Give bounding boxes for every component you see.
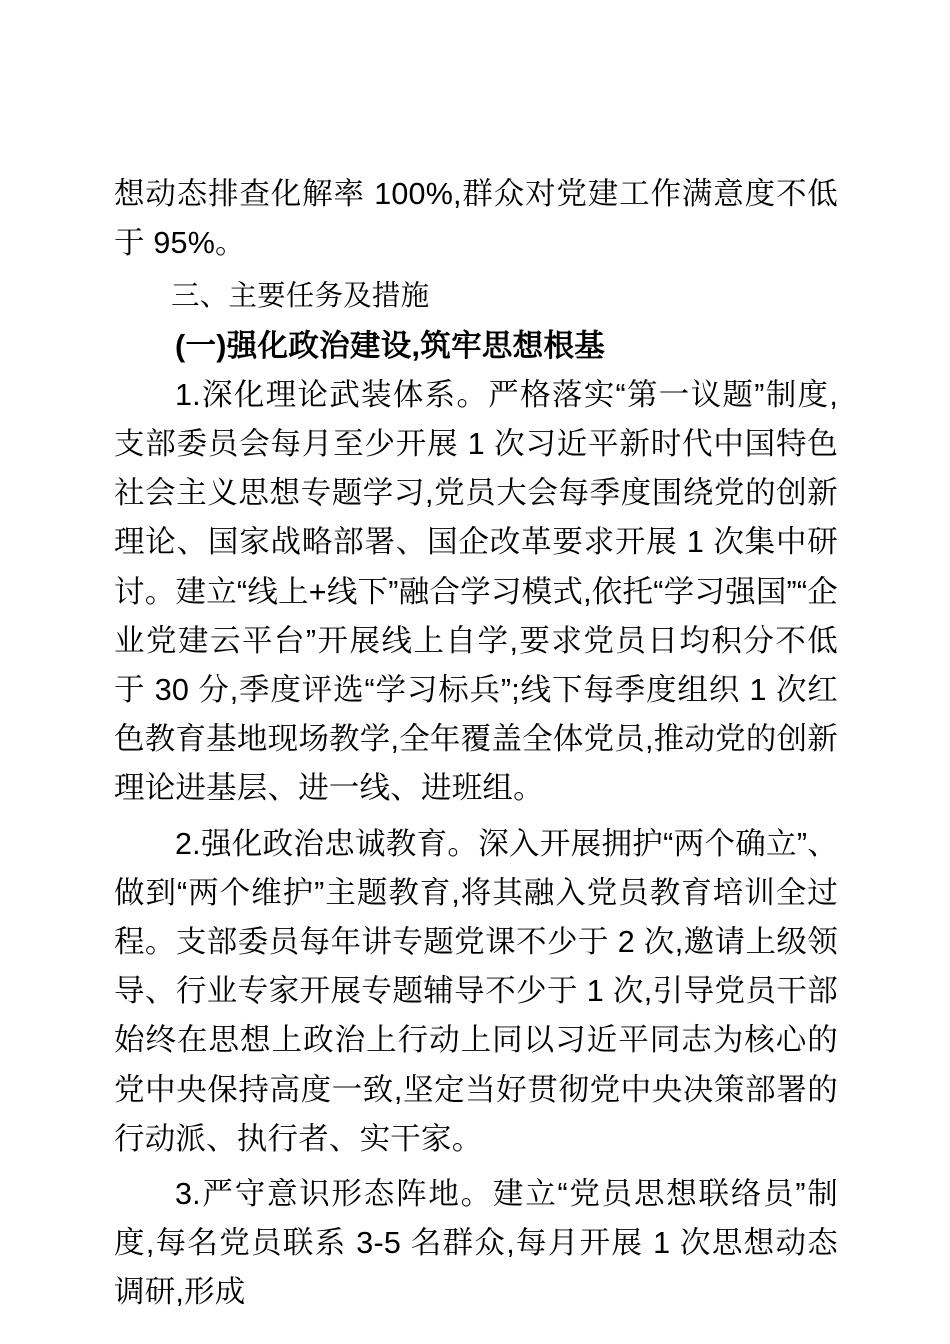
- numbered-item-3: 3.严守意识形态阵地。建立“党员思想联络员”制度,每名党员联系 3-5 名群众,每月开展 1 次思想动态调研,形成: [114, 1177, 838, 1310]
- numbered-item-1: 1.深化理论武装体系。严格落实“第一议题”制度,支部委员会每月至少开展 1 次习近平新时代中国特色社会主义思想专题学习,党员大会每季度围绕党的创新理论、国家战略部署、国企改革要求开展 1 次集中研讨。建立“线上+线下”融合学习模式,依托“学习强国”“企业党建云平台”开展线上自学,要求党员日均积分不低于 30 分,季度评选“学习标兵”;线下每季度组织 1 次红色教育基地现场教学,全年覆盖全体党员,推动党的创新理论进基层、进一线、进班组。: [114, 377, 838, 806]
- subsection-heading-one: (一)强化政治建设,筑牢思想根基: [175, 328, 606, 363]
- numbered-item-2: 2.强化政治忠诚教育。深入开展拥护“两个确立”、做到“两个维护”主题教育,将其融入党员教育培训全过程。支部委员每年讲专题党课不少于 2 次,邀请上级领导、行业专家开展专题辅导不少于 1 次,引导党员干部始终在思想上政治上行动上同以习近平同志为核心的党中央保持高度一致,坚定当好贯彻党中央决策部署的行动派、执行者、实干家。: [114, 826, 838, 1156]
- page-text-body: [114, 170, 838, 1318]
- continued-paragraph: 想动态排查化解率 100%,群众对党建工作满意度不低于 95%。: [114, 177, 838, 261]
- section-heading-three: 三、主要任务及措施: [171, 280, 430, 313]
